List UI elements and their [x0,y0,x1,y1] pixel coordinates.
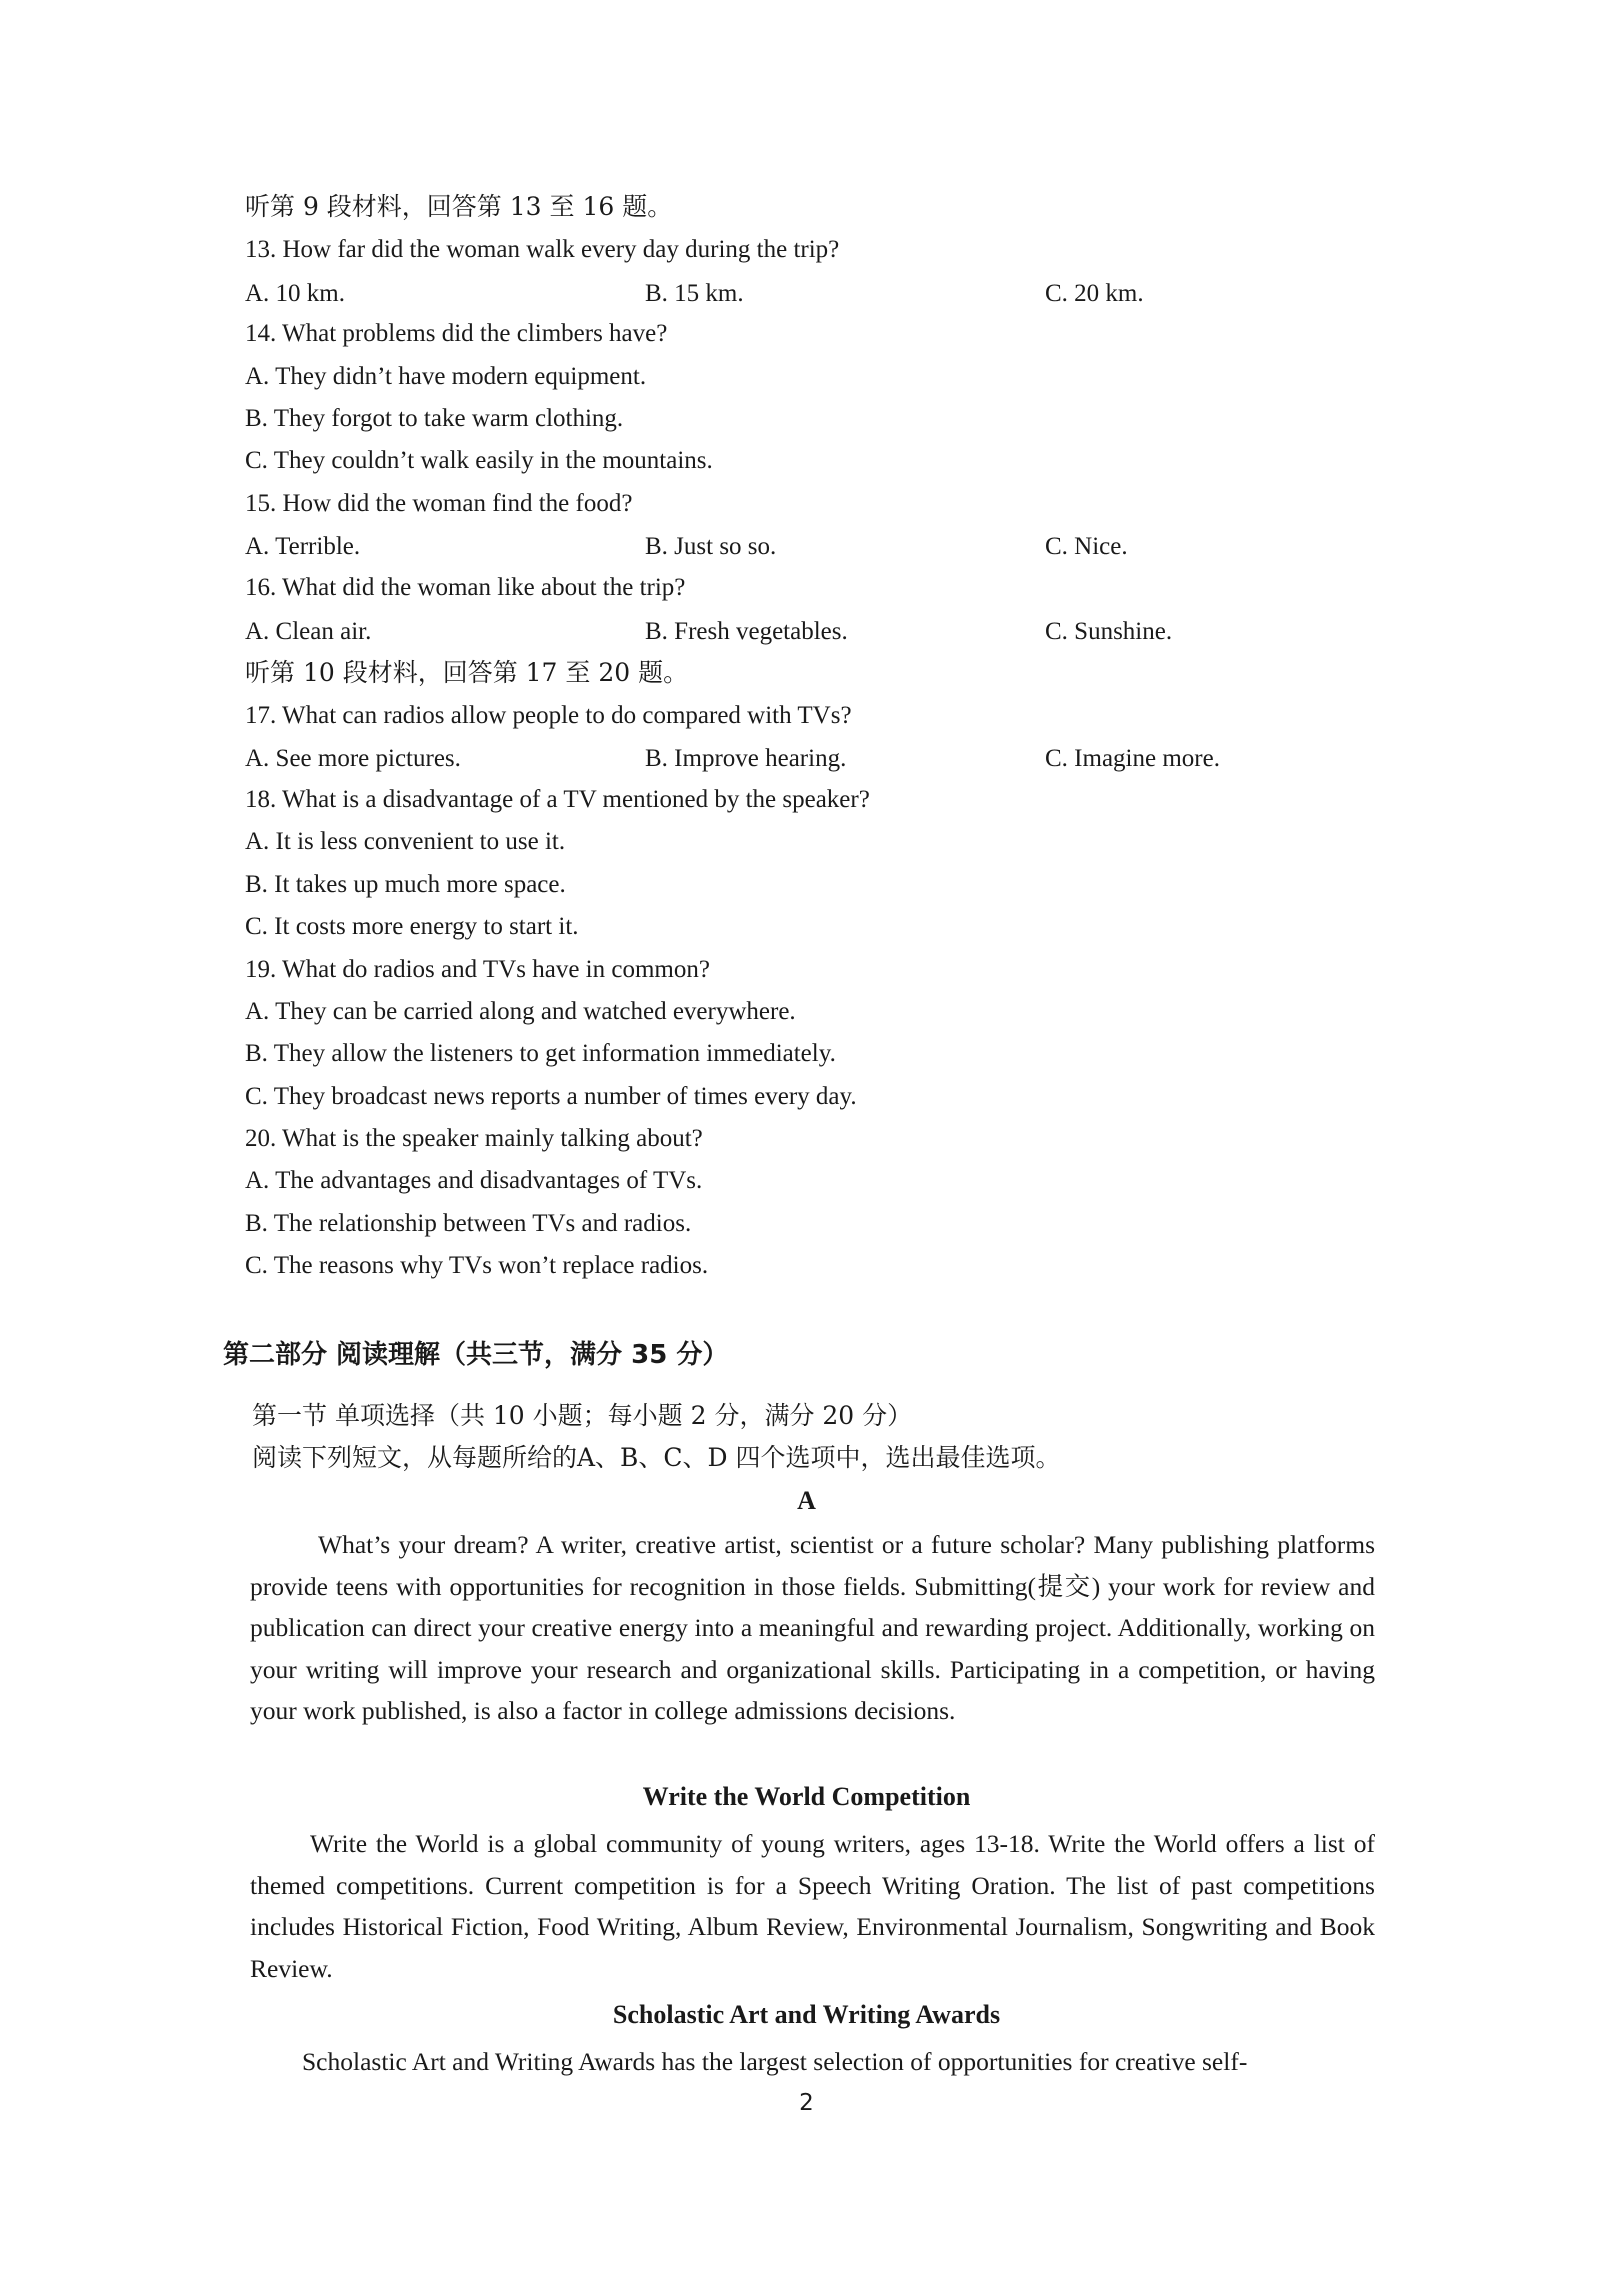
part-two-title: 第二部分 阅读理解（共三节，满分 35 分） [223,1340,729,1370]
q17-option-b: B. Improve hearing. [645,745,847,772]
q19-stem: 19. What do radios and TVs have in common? [245,956,710,983]
section-one-title: 第一节 单项选择（共 10 小题；每小题 2 分，满分 20 分） [252,1401,913,1430]
q18-option-c: C. It costs more energy to start it. [245,913,579,940]
q15-option-c: C. Nice. [1045,533,1128,560]
q16-option-c: C. Sunshine. [1045,618,1173,645]
q16-option-a: A. Clean air. [245,618,372,645]
q15-option-a: A. Terrible. [245,533,361,560]
heading-write-the-world: Write the World Competition [642,1782,971,1811]
page-number: 2 [799,2090,814,2116]
q20-option-c: C. The reasons why TVs won’t replace radios. [245,1252,709,1279]
q18-option-b: B. It takes up much more space. [245,871,566,898]
q19-option-c: C. They broadcast news reports a number of times every day. [245,1083,857,1110]
q15-stem: 15. How did the woman find the food? [245,490,633,517]
q16-option-b: B. Fresh vegetables. [645,618,848,645]
q15-option-b: B. Just so so. [645,533,777,560]
heading-scholastic: Scholastic Art and Writing Awards [612,2000,1001,2029]
para-scholastic: Scholastic Art and Writing Awards has the largest selection of opportunities for creative self- [302,2047,1248,2076]
section9-instruction: 听第 9 段材料，回答第 13 至 16 题。 [245,192,673,221]
q14-stem: 14. What problems did the climbers have? [245,320,668,347]
q17-option-c: C. Imagine more. [1045,745,1220,772]
q14-option-a: A. They didn’t have modern equipment. [245,363,647,390]
q13-option-a: A. 10 km. [245,280,345,307]
q13-stem: 13. How far did the woman walk every day during the trip? [245,236,840,263]
q19-option-b: B. They allow the listeners to get information immediately. [245,1040,836,1067]
q16-stem: 16. What did the woman like about the trip? [245,574,686,601]
section-one-instruction: 阅读下列短文，从每题所给的A、B、C、D 四个选项中，选出最佳选项。 [252,1443,1061,1472]
q20-stem: 20. What is the speaker mainly talking about? [245,1125,703,1152]
section10-instruction: 听第 10 段材料，回答第 17 至 20 题。 [245,658,689,687]
q17-stem: 17. What can radios allow people to do compared with TVs? [245,702,852,729]
q18-option-a: A. It is less convenient to use it. [245,828,566,855]
q20-option-b: B. The relationship between TVs and radios. [245,1210,692,1237]
q20-option-a: A. The advantages and disadvantages of TVs. [245,1167,703,1194]
q14-option-b: B. They forgot to take warm clothing. [245,405,624,432]
passage-label: A [797,1486,816,1515]
intro-paragraph: What’s your dream? A writer, creative artist, scientist or a future scholar? Many publishing platforms provide teens with opportunities for recognition in those fields. Submitting(提交) your work for review and publication can direct your creative energy into a meaningful and rewarding project. Additionally, working on your writing will improve your research and organizational skills. Participating in a competition, or having your work published, is also a factor in college admissions decisions. [250,1530,1375,1725]
para-write-the-world: Write the World is a global community of young writers, ages 13-18. Write the World offers a list of themed competitions. Current competition is for a Speech Writing Oration. The list of past competitions includes Historical Fiction, Food Writing, Album Review, Environmental Journalism, Songwriting and Book Review. [250,1829,1375,1983]
q19-option-a: A. They can be carried along and watched everywhere. [245,998,796,1025]
q13-option-b: B. 15 km. [645,280,744,307]
q13-option-c: C. 20 km. [1045,280,1144,307]
q17-option-a: A. See more pictures. [245,745,461,772]
q18-stem: 18. What is a disadvantage of a TV mentioned by the speaker? [245,786,870,813]
q14-option-c: C. They couldn’t walk easily in the mountains. [245,447,713,474]
